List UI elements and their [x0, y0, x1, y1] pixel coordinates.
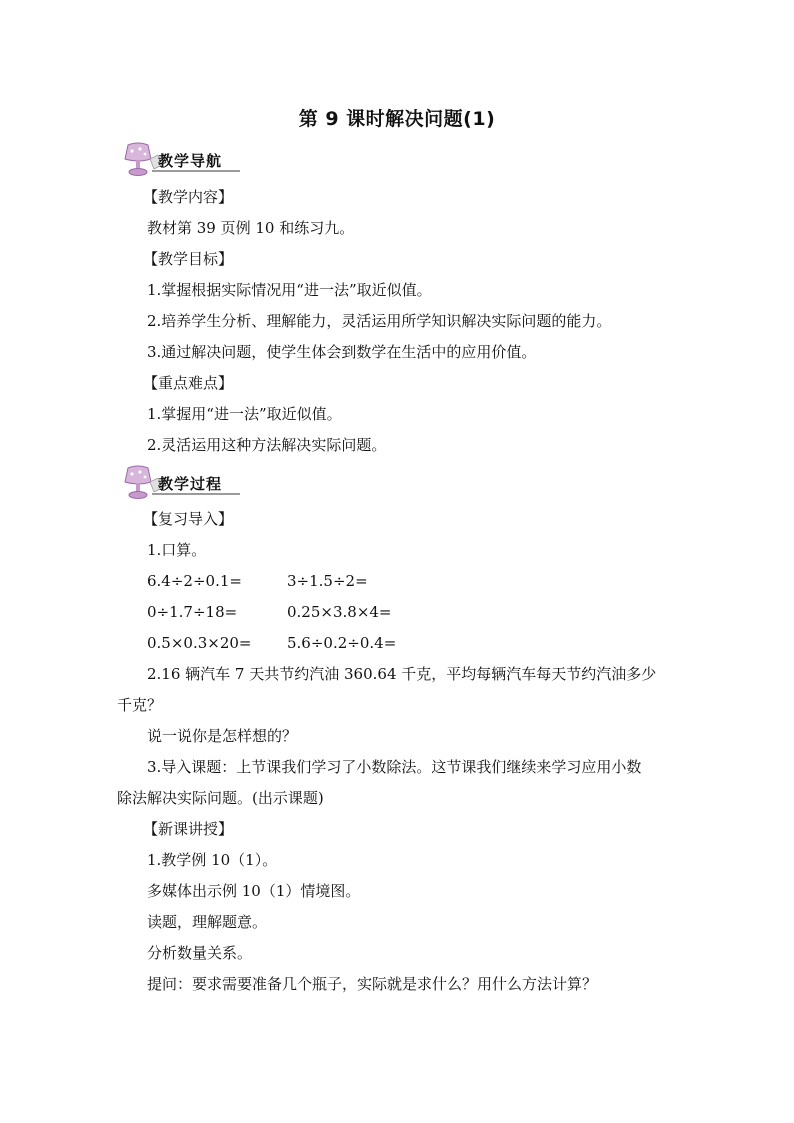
calc-item: 0.25×3.8×4= [287, 603, 392, 621]
content-text: 教材第 39 页例 10 和练习九。 [147, 219, 355, 237]
heading-content: 【教学内容】 [143, 188, 234, 206]
goal-3: 3.通过解决问题，使学生体会到数学在生活中的应用价值。 [147, 343, 537, 361]
heading-review: 【复习导入】 [143, 510, 234, 528]
goal-1: 1.掌握根据实际情况用“进一法”取近似值。 [147, 281, 432, 299]
section-label-process: 教学过程 [158, 475, 223, 493]
question-2-line-2: 千克？ [117, 696, 163, 714]
analyze-relations: 分析数量关系。 [147, 944, 253, 962]
calc-item: 0÷1.7÷18= [147, 603, 238, 621]
calc-item: 5.6÷0.2÷0.4= [287, 634, 397, 652]
question-3-line-1: 3.导入课题：上节课我们学习了小数除法。这节课我们继续来学习应用小数 [147, 758, 642, 776]
question-2-line-1: 2.16 辆汽车 7 天共节约汽油 360.64 千克，平均每辆汽车每天节约汽油多少 [147, 665, 657, 683]
heading-goals: 【教学目标】 [143, 250, 234, 268]
section-label-nav: 教学导航 [158, 152, 223, 170]
example-1-media: 多媒体出示例 10（1）情境图。 [147, 882, 361, 900]
ask-question: 提问：要求需要准备几个瓶子，实际就是求什么？用什么方法计算？ [147, 975, 598, 993]
question-3-line-2: 除法解决实际问题。(出示课题) [117, 789, 324, 807]
read-question: 读题，理解题意。 [147, 913, 268, 931]
calc-item: 0.5×0.3×20= [147, 634, 252, 652]
heading-key-points: 【重点难点】 [143, 374, 234, 392]
example-1-title: 1.教学例 10（1）。 [147, 851, 278, 869]
key-point-2: 2.灵活运用这种方法解决实际问题。 [147, 436, 387, 454]
section-header-nav [118, 141, 248, 181]
section-header-process [118, 464, 248, 504]
heading-new-lesson: 【新课讲授】 [143, 820, 234, 838]
calc-item: 3÷1.5÷2= [287, 572, 368, 590]
oral-calc-title: 1.口算。 [147, 541, 207, 559]
key-point-1: 1.掌握用“进一法”取近似值。 [147, 405, 342, 423]
calc-item: 6.4÷2÷0.1= [147, 572, 242, 590]
goal-2: 2.培养学生分析、理解能力，灵活运用所学知识解决实际问题的能力。 [147, 312, 612, 330]
page-title: 第 9 课时解决问题(1) [298, 108, 496, 130]
think-prompt: 说一说你是怎样想的？ [147, 727, 298, 745]
